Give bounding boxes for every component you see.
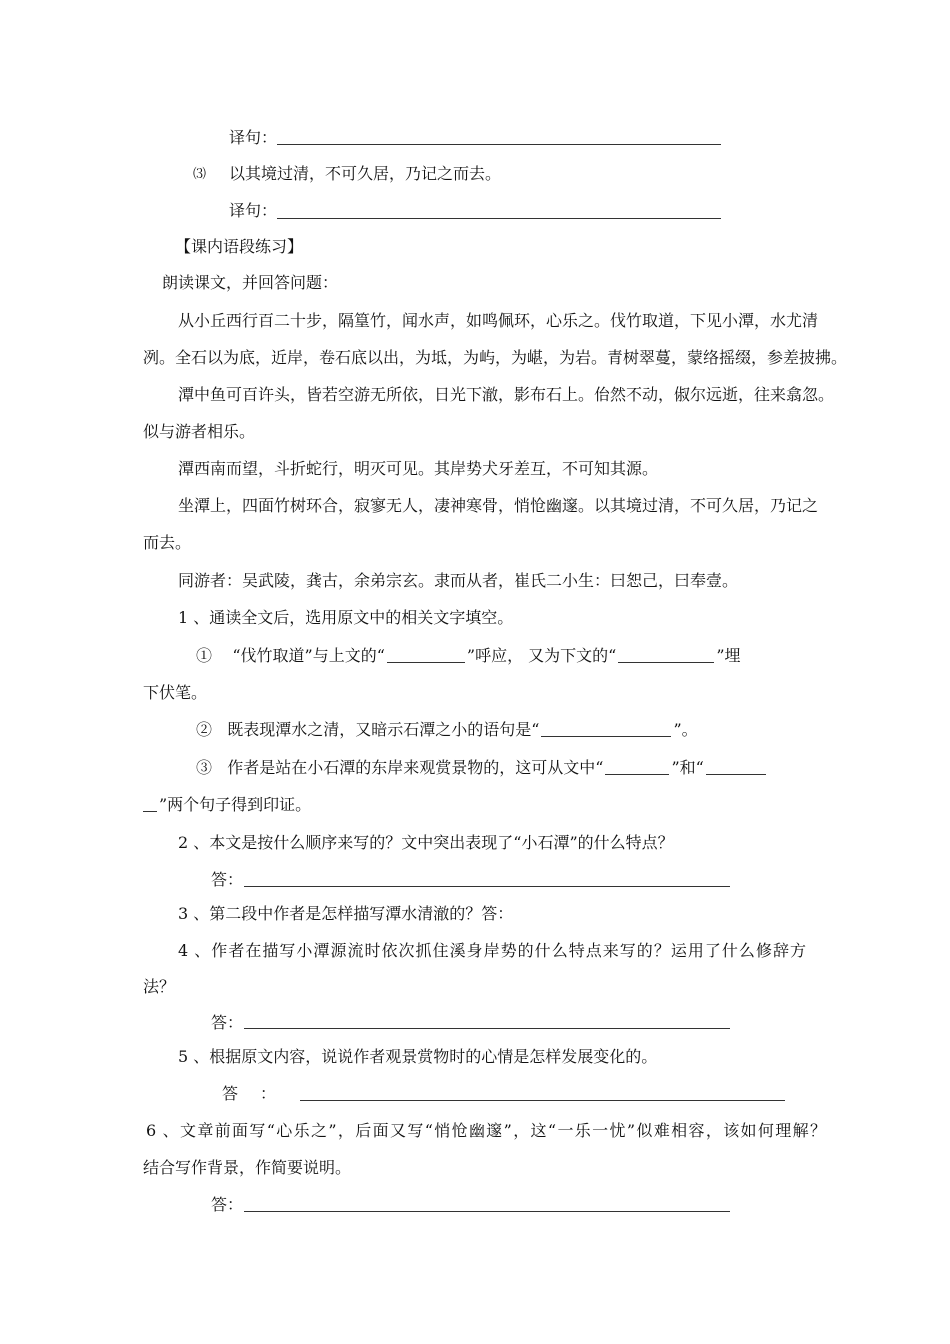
q3-stem: 3 、第二段中作者是怎样描写潭水清澈的？答：	[178, 904, 514, 923]
translation-label: 译句：	[229, 201, 278, 220]
q1-a-number: ①	[196, 646, 213, 665]
q2-stem: 2 、本文是按什么顺序来写的？文中突出表现了“小石潭”的什么特点？	[178, 833, 674, 852]
answer-line[interactable]	[244, 886, 730, 887]
q6-stem-line2: 结合写作背景，作简要说明。	[143, 1158, 352, 1177]
q1-c-line2-text: ”两个句子得到印证。	[159, 795, 312, 814]
answer-line[interactable]	[244, 1028, 730, 1029]
q1-c	[196, 757, 768, 779]
answer-line[interactable]	[300, 1100, 785, 1101]
q1-c-line2	[143, 794, 311, 816]
q5-stem: 5 、根据原文内容，说说作者观景赏物时的心情是怎样发展变化的。	[178, 1047, 658, 1066]
passage-p4-line1: 坐潭上，四面竹树环合，寂寥无人，凄神寒骨，悄怆幽邃。以其境过清，不可久居，乃记之	[178, 496, 819, 515]
q1-a	[196, 645, 741, 667]
q1-c-text1: 作者是站在小石潭的东岸来观赏景物的，这可从文中“	[227, 758, 604, 777]
q1-b	[196, 719, 698, 741]
passage-p3: 潭西南而望，斗折蛇行，明灭可见。其岸势犬牙差互，不可知其源。	[178, 459, 659, 478]
q1-a-line2: 下伏笔。	[143, 683, 208, 702]
translation-label: 译句：	[229, 128, 278, 147]
passage-p2-line2: 似与游者相乐。	[143, 422, 256, 441]
q1-c-text2: ”和“	[671, 758, 704, 777]
answer-label: 答：	[211, 870, 244, 889]
q1-b-text2: ”。	[673, 720, 698, 739]
fill-blank[interactable]	[541, 720, 671, 737]
fill-blank[interactable]	[605, 758, 669, 775]
instruction: 朗读课文，并回答问题：	[162, 273, 339, 292]
passage-p4-line2: 而去。	[143, 533, 192, 552]
passage-p5: 同游者：吴武陵，龚古，余弟宗玄。隶而从者，崔氏二小生：曰恕己，曰奉壹。	[178, 571, 739, 590]
fill-blank[interactable]	[143, 795, 157, 812]
q1-stem: 1 、通读全文后，选用原文中的相关文字填空。	[178, 608, 514, 627]
q1-c-number: ③	[196, 758, 213, 777]
q1-a-text2: ”呼应， 又为下文的“	[466, 646, 617, 665]
passage-p2-line1: 潭中鱼可百许头，皆若空游无所依，日光下澈，影布石上。佁然不动，俶尔远逝，往来翕忽。	[178, 385, 835, 404]
q1-a-text1: “伐竹取道”与上文的“	[232, 646, 385, 665]
section-title: 【课内语段练习】	[175, 237, 304, 256]
fill-blank[interactable]	[387, 646, 465, 663]
answer-line[interactable]	[277, 144, 721, 145]
q4-stem-line2: 法？	[143, 977, 176, 996]
answer-line[interactable]	[277, 218, 721, 219]
answer-label: 答：	[211, 1013, 244, 1032]
answer-line[interactable]	[244, 1211, 730, 1212]
item-number: ⑶	[193, 167, 207, 182]
q4-stem-line1: 4 、作者在描写小潭源流时依次抓住溪身岸势的什么特点来写的？运用了什么修辞方	[178, 941, 806, 960]
fill-blank[interactable]	[706, 758, 766, 775]
q1-a-text3: ”埋	[716, 646, 741, 665]
answer-label: 答：	[211, 1195, 244, 1214]
q1-b-text1: 既表现潭水之清，又暗示石潭之小的语句是“	[227, 720, 540, 739]
q1-b-number: ②	[196, 720, 213, 739]
item-text: 以其境过清，不可久居，乃记之而去。	[229, 164, 502, 183]
passage-p1-line2: 冽。全石以为底，近岸，卷石底以出，为坻，为屿，为嵁，为岩。青树翠蔓，蒙络摇缀，参差披拂。	[143, 348, 848, 367]
answer-label: 答 ：	[222, 1084, 280, 1103]
q6-stem-line1: 6 、文章前面写“心乐之”，后面又写“悄怆幽邃”，这“一乐一忧”似难相容，该如何理解？	[146, 1121, 826, 1140]
fill-blank[interactable]	[618, 646, 714, 663]
passage-p1-line1: 从小丘西行百二十步，隔篁竹，闻水声，如鸣佩环，心乐之。伐竹取道，下见小潭，水尤清	[178, 311, 819, 330]
